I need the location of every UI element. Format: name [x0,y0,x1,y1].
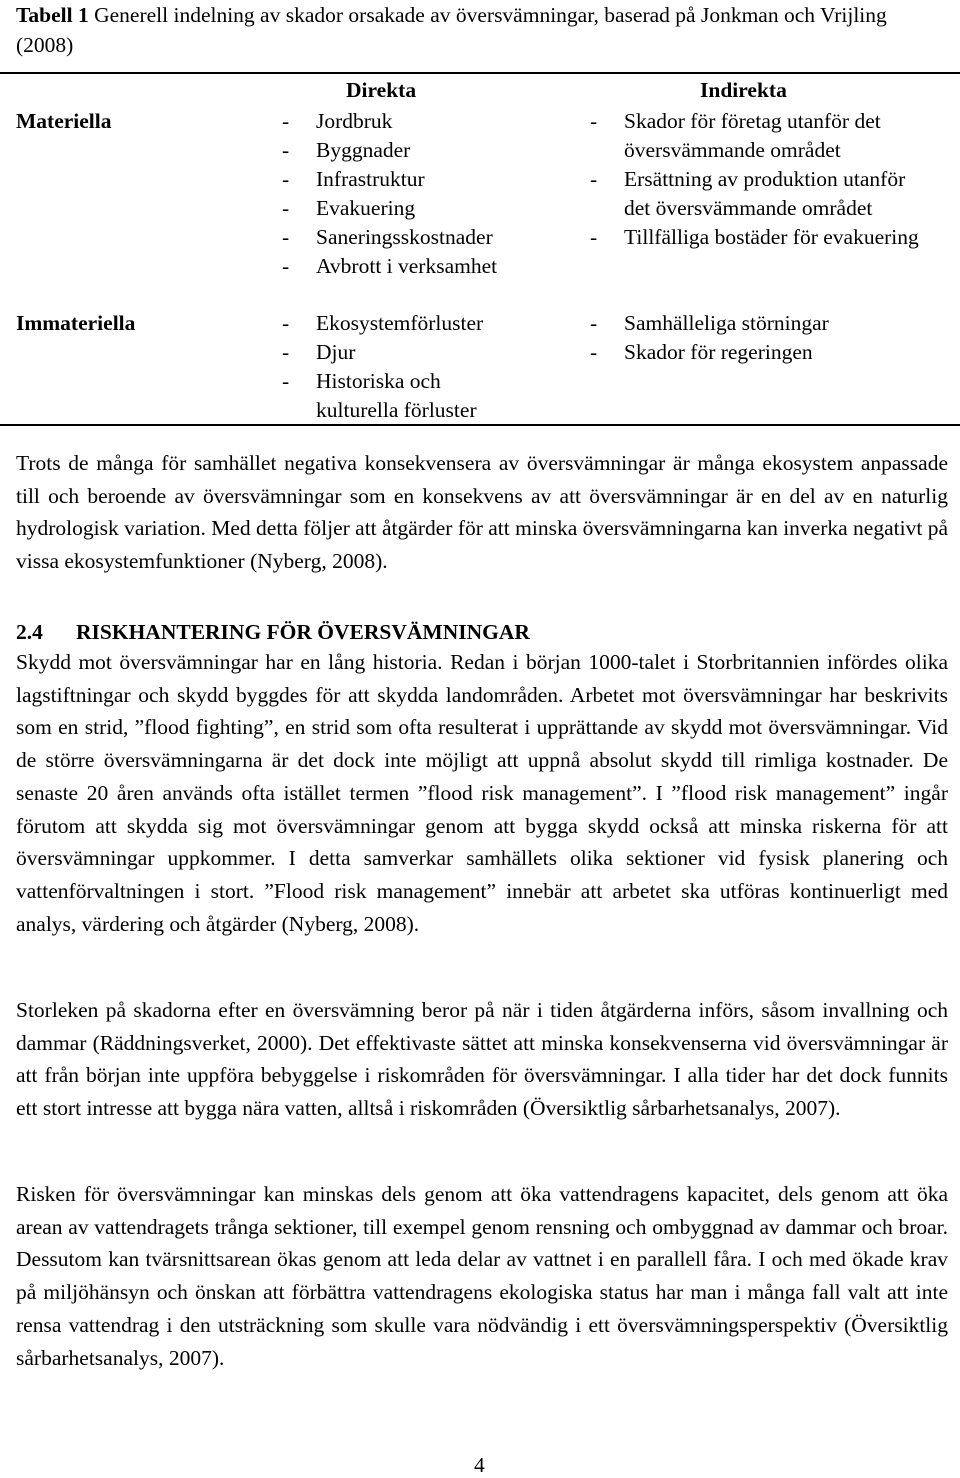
materiella-indirekta-list [590,107,930,252]
section-number: 2.4 [16,620,43,644]
table-top-rule [0,72,960,74]
list-item: - Avbrott i verksamhet [282,252,582,281]
list-item: - Jordbruk [282,107,582,136]
list-item: - Saneringsskostnader [282,223,582,252]
header-direkta: Direkta [346,78,417,102]
list-item: - Skador för företag utanför det översvämmande området [590,107,930,165]
immateriella-indirekta-list [590,309,930,367]
paragraph-damage-size: Storleken på skadorna efter en översvämning beror på när i tiden åtgärderna införs, såsom invallning och dammar (Räddningsverket, 2000). Det effektivaste sättet att minska konsekvenserna vid översvämningar är att från början inte uppföra bebyggelse i riskområden för översvämningar. I alla tider har det dock funnits ett stort intresse att bygga nära vatten, alltså i riskområden (Översiktlig sårbarhetsanalys, 2007). [16,998,948,1121]
list-item: - Historiska och kulturella förluster [282,367,496,425]
list-item: - Tillfälliga bostäder för evakuering [590,223,930,252]
row-label-immateriella: Immateriella [16,311,136,335]
list-item: - Ekosystemförluster [282,309,582,338]
section-title: RISKHANTERING FÖR ÖVERSVÄMNINGAR [76,620,530,644]
header-indirekta: Indirekta [700,78,787,102]
table-caption [16,0,946,60]
list-item: - Ersättning av produktion utanför det översvämmande området [590,165,930,223]
materiella-direkta-list [282,107,582,281]
page-number: 4 [474,1453,485,1477]
table-bottom-rule [0,424,960,426]
table-caption-label: Tabell 1 [16,3,89,27]
section-heading [16,617,530,647]
paragraph-ecosystem: Trots de många för samhället negativa konsekvensera av översvämningar är många ekosystem anpassade till och beroende av översvämningar som en konsekvens av att översvämningar är en del av en naturlig hydrologisk variation. Med detta följer att åtgärder för att minska översvämningarna kan inverka negativt på vissa ekosystemfunktioner (Nyberg, 2008). [16,451,948,574]
list-item: - Evakuering [282,194,582,223]
list-item: - Djur [282,338,582,367]
list-item: - Byggnader [282,136,582,165]
immateriella-direkta-list [282,309,582,425]
list-item: - Samhälleliga störningar [590,309,930,338]
row-label-materiella: Materiella [16,109,112,133]
paragraph-risk-reduction: Risken för översvämningar kan minskas dels genom att öka vattendragens kapacitet, dels genom att öka arean av vattendragets trånga sektioner, till exempel genom rensning och ombyggnad av dammar och broar. Dessutom kan tvärsnittsarean ökas genom att leda delar av vattnet i en parallell fåra. I och med ökade krav på miljöhänsyn och önskan att förbättra vattendragens ekologiska status har man i många fall valt att inte rensa vattendrag i den utsträckning som skulle vara nödvändig i ett översvämningsperspektiv (Översiktlig sårbarhetsanalys, 2007). [16,1182,948,1370]
table-caption-text: Generell indelning av skador orsakade av översvämningar, baserad på Jonkman och Vrijling (2008) [16,3,887,57]
list-item: - Skador för regeringen [590,338,930,367]
paragraph-history: Skydd mot översvämningar har en lång historia. Redan i början 1000-talet i Storbritannien infördes olika lagstiftningar och skydd byggdes för att skydda landområden. Arbetet mot översvämningar har beskrivits som en strid, ”flood fighting”, en strid som ofta resulterat i upprättande av skydd mot översvämningar. Vid de större översvämningarna är det dock inte möjligt att uppnå absolut skydd till rimliga kostnader. De senaste 20 åren används ofta istället termen ”flood risk management”. I ”flood risk management” ingår förutom att skydda sig mot översvämningar genom att bygga skydd också att minska riskerna för att översvämningar uppkommer. I detta samverkar samhällets olika sektioner vid fysisk planering och vattenförvaltningen i stort. ”Flood risk management” innebär att arbetet ska utföras kontinuerligt med analys, värdering och åtgärder (Nyberg, 2008). [16,650,948,936]
list-item: - Infrastruktur [282,165,582,194]
